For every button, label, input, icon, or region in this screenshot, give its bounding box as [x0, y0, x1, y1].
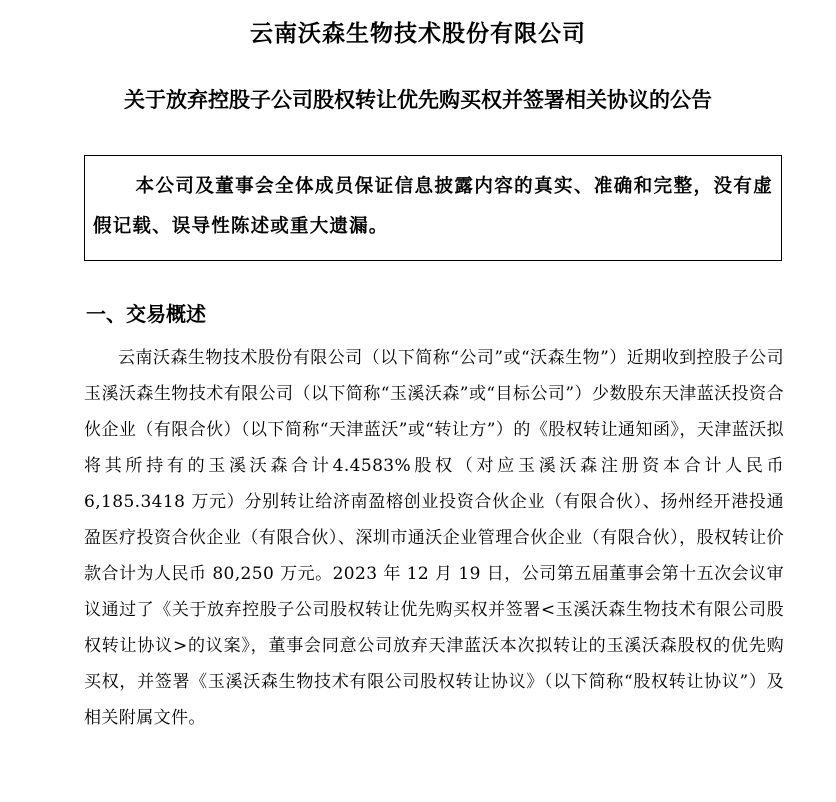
- notice-text: 本公司及董事会全体成员保证信息披露内容的真实、准确和完整，没有虚假记载、误导性陈述或重大遗漏。: [93, 176, 773, 237]
- section-heading: 一、交易概述: [86, 302, 206, 326]
- company-title: 云南沃森生物技术股份有限公司: [250, 21, 586, 47]
- body-paragraph: 云南沃森生物技术股份有限公司（以下简称“公司”或“沃森生物”）近期收到控股子公司玉溪沃森生物技术有限公司（以下简称“玉溪沃森”或“目标公司”）少数股东天津蓝沃投资合伙企业（有限合伙）（以下简称“天津蓝沃”或“转让方”）的《股权转让通知函》，天津蓝沃拟将其所持有的玉溪沃森合计4.4583%股权（对应玉溪沃森注册资本合计人民币 6,185.3418 万元）分别转让给济南盈榕创业投资合伙企业（有限合伙）、扬州经开港投通盈医疗投资合伙企业（有限合伙）、深圳市通沃企业管理合伙企业（有限合伙），股权转让价款合计为人民币 80,250 万元。2023 年 12 月 19 日，公司第五届董事会第十五次会议审议通过了《关于放弃控股子公司股权转让优先购买权并签署<玉溪沃森生物技术有限公司股权转让协议>的议案》，董事会同意公司放弃天津蓝沃本次拟转让的玉溪沃森股权的优先购买权，并签署《玉溪沃森生物技术有限公司股权转让协议》（以下简称“股权转让协议”）及相关附属文件。: [84, 348, 784, 728]
- notice-box: [84, 155, 782, 261]
- announcement-title: 关于放弃控股子公司股权转让优先购买权并签署相关协议的公告: [124, 88, 712, 112]
